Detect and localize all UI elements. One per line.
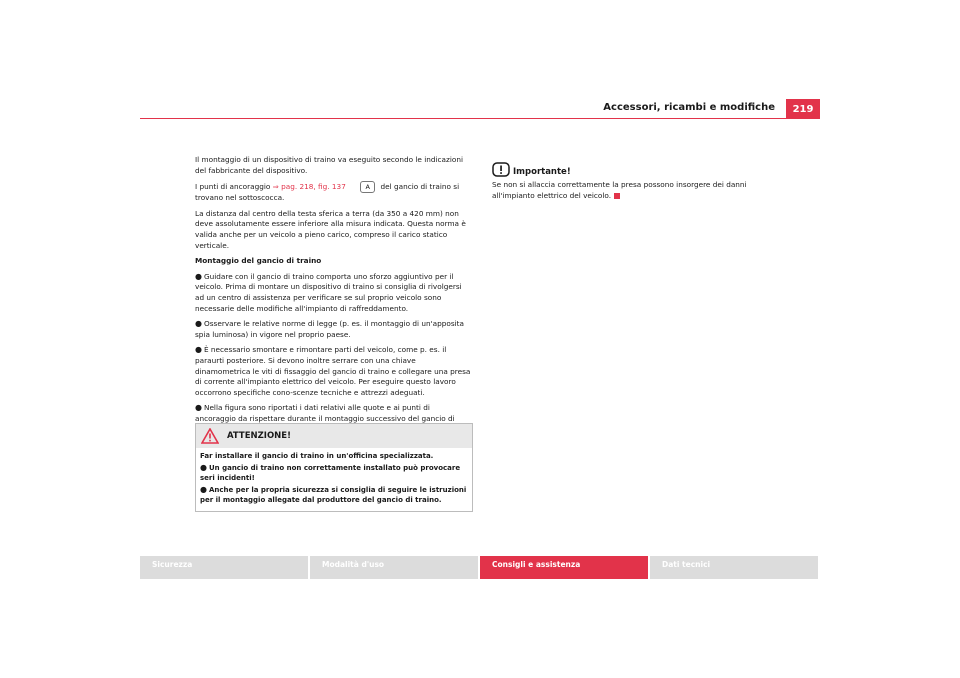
bullet-icon: ● (200, 462, 207, 472)
warning-intro: Far installare il gancio di traino in un'officina specializzata. (200, 452, 434, 460)
end-mark-icon (614, 193, 620, 199)
warning-body (196, 448, 472, 506)
tab-consigli-assistenza[interactable]: Consigli e assistenza (480, 556, 648, 579)
warning-triangle-icon (201, 428, 219, 444)
subheading: Montaggio del gancio di traino (195, 256, 322, 266)
list-item: ● Guidare con il gancio di traino comporta uno sforzo aggiuntivo per il veicolo. Prima di montare un dispositivo di traino si consiglia di rivolgersi ad un centro di assistenza per verificare se sul proprio veicolo sono necessarie delle modifiche all'impianto di raffreddamento. (195, 271, 462, 313)
paragraph-intro: Il montaggio di un dispositivo di traino va eseguito secondo le indicazioni del fabbricante del dispositivo. (195, 155, 464, 175)
exclamation-icon (492, 162, 510, 178)
list-item: ● È necessario smontare e rimontare parti del veicolo, come p. es. il paraurti posteriore. Si devono inoltre serrare con una chiave dinamometrica le viti di fissaggio del gancio di traino e collegare una presa di corrente all'impianto elettrico del veicolo. Per eseguire questo lavoro occorrono specifiche cono-scenze tecniche e attrezzi adeguati. (195, 345, 471, 397)
tab-modalita-uso[interactable]: Modalità d'uso (310, 556, 478, 579)
list-item: ● Un gancio di traino non correttamente installato può provocare seri incidenti! (200, 462, 461, 482)
bullet-icon: ● (195, 271, 202, 281)
paragraph-anchor-points (195, 181, 473, 204)
warning-box (195, 423, 473, 512)
list-item: ● Nella figura sono riportati i dati relativi alle quote e ai punti di ancoraggio da rispettare durante il montaggio successivo del gancio di (195, 403, 455, 423)
bullet-icon: ● (200, 484, 207, 494)
callout-badge: A (360, 181, 375, 193)
bullet-icon: ● (195, 345, 202, 355)
tab-dati-tecnici[interactable]: Dati tecnici (650, 556, 818, 579)
paragraph-distance: La distanza dal centro della testa sferica a terra (da 350 a 420 mm) non deve assolutamente essere inferiore alla misura indicata. Questa norma è valida anche per un veicolo a pieno carico, compreso il carico statico verticale. (195, 208, 466, 250)
warning-header (196, 424, 472, 448)
tab-sicurezza[interactable]: Sicurezza (140, 556, 308, 579)
footer-nav (140, 556, 820, 579)
anchor-text-end: del gancio di traino si trovano nel sottoscocca. (195, 182, 460, 203)
list-item: ● Osservare le relative norme di legge (p. es. il montaggio di un'apposita spia luminosa) in vigore nel proprio paese. (195, 319, 465, 339)
header-rule (140, 118, 820, 119)
warning-title: ATTENZIONE! (227, 431, 291, 441)
right-column (492, 160, 782, 201)
header-title: Accessori, ricambi e modifiche (603, 102, 775, 113)
page-number: 219 (786, 99, 820, 119)
left-column (195, 155, 473, 440)
bullet-icon: ● (195, 403, 202, 413)
anchor-text-start: I punti di ancoraggio (195, 182, 271, 192)
bullet-icon: ● (195, 319, 202, 329)
important-text: Se non si allaccia correttamente la presa possono insorgere dei danni all'impianto elettrico del veicolo. (492, 180, 747, 200)
important-title: Importante! (513, 167, 571, 177)
important-header (492, 160, 782, 178)
page-reference-link[interactable]: ⇒ pag. 218, fig. 137 (272, 182, 346, 192)
list-item: ● Anche per la propria sicurezza si consiglia di seguire le istruzioni per il montaggio allegate dal produttore del gancio di traino. (200, 484, 467, 504)
